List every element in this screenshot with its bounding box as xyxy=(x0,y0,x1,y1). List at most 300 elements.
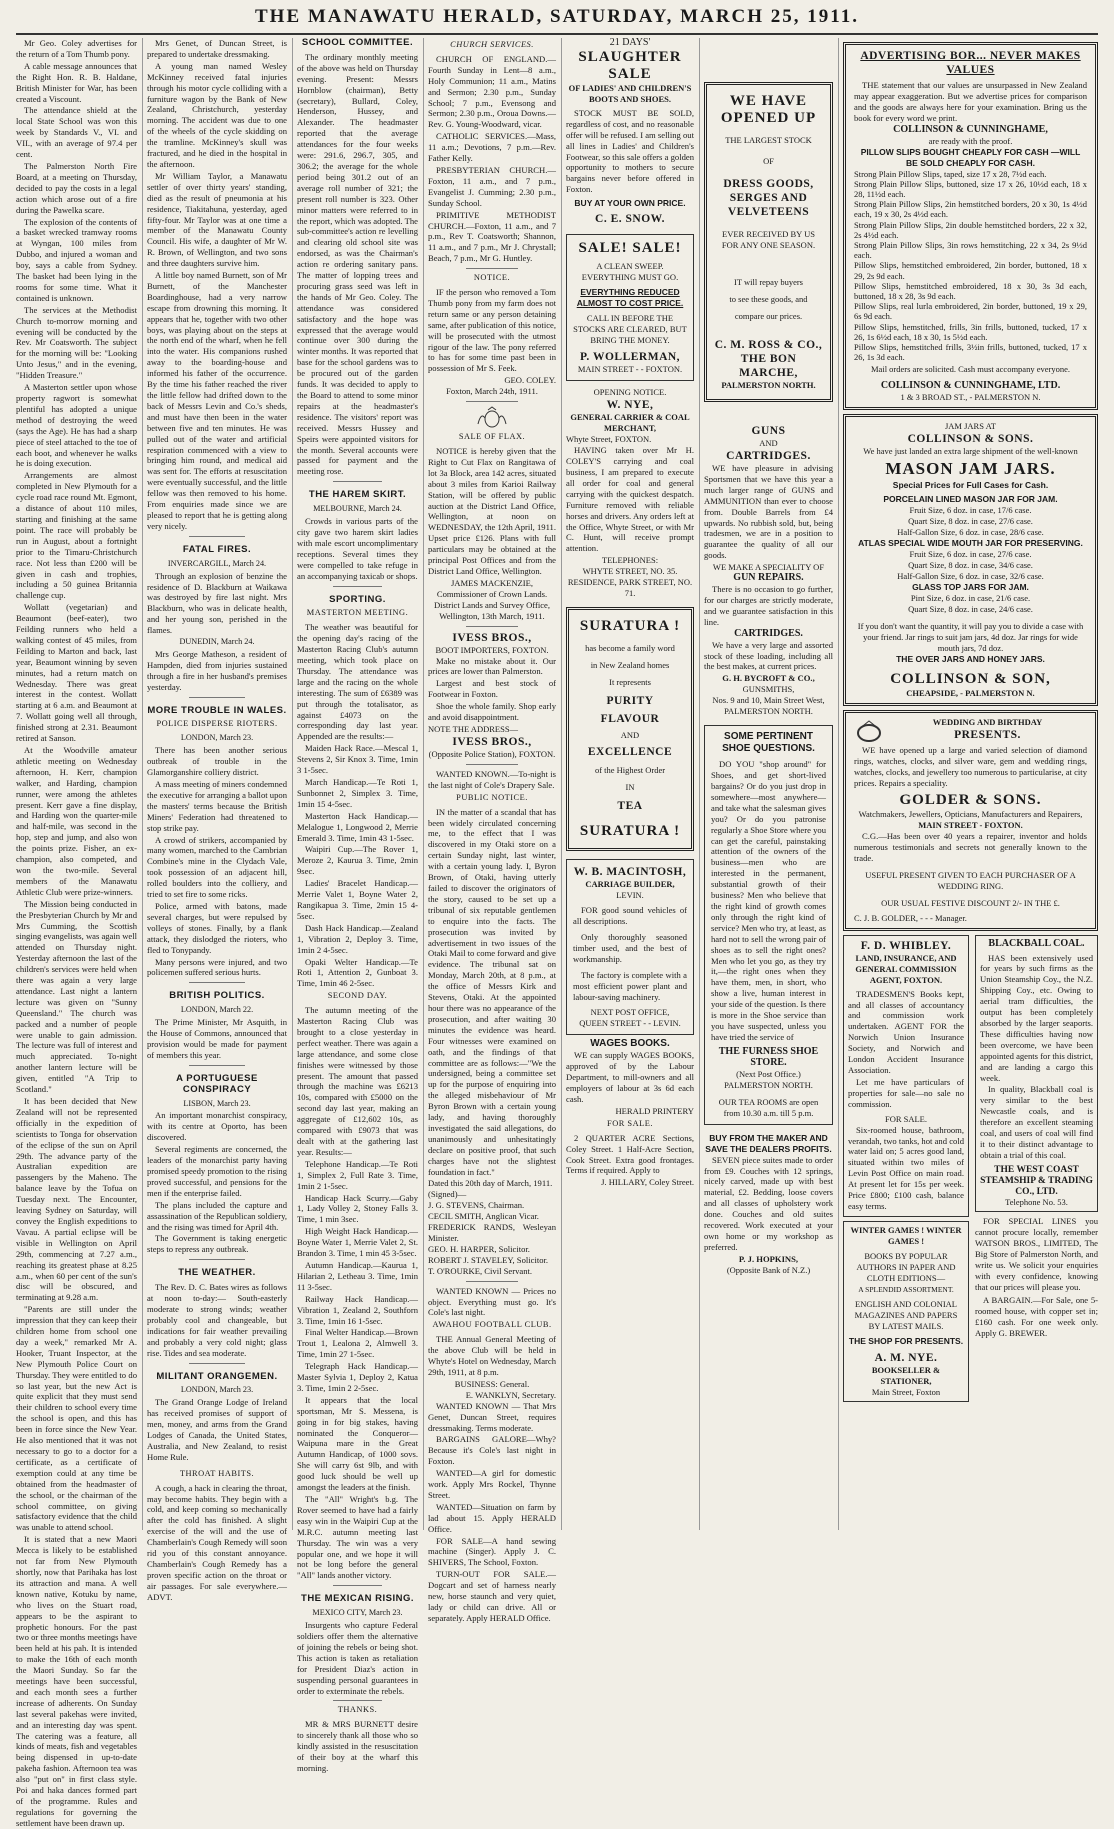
column-divider xyxy=(561,38,562,1530)
news-paragraph: The explosion of the contents of a basket wrecked tramway rooms at Wyngan, 100 miles from Dubbo, and injured a woman and boy, says a cable from Sydney. The basket had been lying in the rooms for some time. What it contained is unknown. xyxy=(16,216,137,303)
divider xyxy=(333,1700,381,1701)
bottom-ads-right xyxy=(975,935,1098,1402)
news-paragraph: The autumn meeting of the Masterton Racing Club was brought to a close yesterday in perfect weather. There was again a large attendance, and some close finishes were witnessed by those present. The amount that passed through the machine was £6213 10s, compared with £5000 on the second day last year, making an aggregate of £12,602 10s, as compared with £9073 that was dealt with at the gathering last year. Results:— xyxy=(297,1005,418,1157)
divider xyxy=(466,1281,517,1282)
advertiser-name: A. M. NYE. xyxy=(874,1351,938,1364)
ad-line: AND xyxy=(759,438,778,448)
ad-paragraph: In quality, Blackball coal is very similar to the best Newcastle coals, and is therefore an excellent steaming coal, and users of coal will find it to their distinct advantage to obtain a trial of this coal. xyxy=(980,1084,1093,1160)
ad-title: OPENED UP xyxy=(720,110,817,126)
ad-line: CALL IN BEFORE THE STOCKS ARE CLEARED, BUT xyxy=(573,313,687,335)
news-paragraph: Mr William Taylor, a Manawatu settler of over thirty years' standing, died as the result of pneumonia at his residence, Tiakitahuna, yesterday, aged fifty-four. Mr Taylor was at one time a member of the Manawatu County Council. His wife, a daughter of Mr W. R. Brown, of Wellington, and two sons and three daughters survive him. xyxy=(147,170,287,269)
ad-line: VELVETEENS xyxy=(727,206,810,218)
price-item: Pillow Slips, hemstitched embroidered, 18 x 30, 3s 3d each, buttoned, 18 x 28, 3s 9d each. xyxy=(854,280,1087,301)
subheadline: POLICE DISPERSE RIOTERS. xyxy=(156,719,278,729)
race-result: Maiden Hack Race.—Mescal 1, Stevens 2, Sir Knox 3. Time, 1min 3 1-5sec. xyxy=(297,743,418,776)
divider xyxy=(189,536,245,537)
news-paragraph: Many persons were injured, and two policemen suffered serious hurts. xyxy=(147,956,287,978)
ad-line: TEA xyxy=(617,800,643,813)
race-result: Final Welter Handicap.—Brown Trout 1, Lealona 2, Almwell 3. Time, 1min 27 1-5sec. xyxy=(297,1327,418,1360)
ad-subtitle: GENERAL CARRIER & COAL MERCHANT, xyxy=(570,412,690,434)
price-item: Half-Gallon Size, 6 doz. in case, 28/6 case. xyxy=(897,527,1044,538)
ad-kicker: 21 DAYS' xyxy=(609,37,651,48)
ad-title: ADVERTISING BOR... NEVER MAKES VALUES xyxy=(860,50,1081,76)
ad-collinson-sons xyxy=(843,414,1098,706)
ad-title-wages: WAGES BOOKS. xyxy=(590,1038,670,1050)
news-paragraph: Insurgents who capture Federal soldiers offer them the alternative of joining the rebels or being shot. This action is taken as retaliation for President Diaz's action in suspending personal guarantees in order to exterminate the rebels. xyxy=(297,1620,418,1696)
advertiser-sub: BOOT IMPORTERS, FOXTON. xyxy=(435,644,549,655)
newspaper-title: THE MANAWATU HERALD, SATURDAY, MARCH 25, 1911. xyxy=(255,6,859,27)
headline-fatal-fires: FATAL FIRES. xyxy=(182,543,252,555)
divider xyxy=(189,982,245,983)
advertiser-name: IVESS BROS., xyxy=(452,631,532,644)
ad-callout: BUY AT YOUR OWN PRICE. xyxy=(574,198,686,209)
ad-paragraph: WE have opened up a large and varied selection of diamond rings, watches, clocks, and silver ware, gem and wedding rings, watches, clocks, and jewellery too numerous to particularise, at city prices. Repairs a speciality. xyxy=(854,745,1087,789)
divider xyxy=(333,586,381,587)
ad-subtitle: OF LADIES' AND CHILDREN'S BOOTS AND SHOES. xyxy=(568,82,692,104)
headline-mexico: THE MEXICAN RISING. xyxy=(301,1593,414,1605)
subheadline: CHURCH SERVICES. xyxy=(450,40,534,49)
dateline: INVERCARGILL, March 24. xyxy=(167,558,267,568)
ad-paragraph: TRADESMEN'S Books kept, and all classes of accountancy and commission work undertaken. AGENT FOR the Norwich Union Insurance Society, and Norwich and London Accident Insurance Association. xyxy=(848,988,964,1075)
ad-line: to see these goods, and xyxy=(729,294,808,304)
dateline: LONDON, March 23. xyxy=(180,1385,254,1395)
ad-line: EVERYTHING MUST GO. xyxy=(581,272,679,283)
dateline: Foxton, March 24th, 1911. xyxy=(446,386,538,397)
news-paragraph: A cable message announces that the Right Hon. R. B. Haldane, British Minister for War, has been created a Viscount. xyxy=(16,60,137,104)
subheadline: SECOND DAY. xyxy=(327,991,388,1001)
classified-ad: WANTED KNOWN — That Mrs Genet, Duncan Street, requires dressmaking. Terms moderate. xyxy=(428,1400,556,1433)
advertiser-address: PALMERSTON NORTH. xyxy=(721,380,816,390)
race-result: Ladies' Bracelet Handicap.—Merrie Valet 1, Boyne Water 2, Rangikapua 3. Time, 2min 15 4-5sec. xyxy=(297,878,418,921)
ad-line: DRESS GOODS, xyxy=(723,178,814,190)
signature: HERALD PRINTERY xyxy=(615,1105,694,1116)
ad-title: BLACKBALL COAL. xyxy=(988,937,1085,949)
news-paragraph: The "All" Wright's b.g. The Rover seemed to have had a fairly easy win in the Waipiri Cup at the M.R.C. autumn meeting last Thursday. The win was a very popular one, and we hope it will not be long before the general "All" lands another victory. xyxy=(297,1494,418,1581)
ad-line: SERGES AND xyxy=(729,192,808,204)
dateline: LISBON, March 23. xyxy=(183,1098,251,1108)
headline-orangemen: MILITANT ORANGEMEN. xyxy=(156,1370,278,1382)
notice-paragraph: THE Annual General Meeting of the above Club will be held in Whyte's Hotel on Wednesday, March 29th, 1911, at 8 p.m. xyxy=(428,1334,556,1377)
ad-title: PRESENTS. xyxy=(954,729,1021,742)
ring-icon xyxy=(854,719,884,743)
ad-line: EVER RECEIVED BY US xyxy=(722,229,815,239)
column-5 xyxy=(566,38,694,1530)
signature: GEO. COLEY. xyxy=(504,375,556,386)
signed-label: (Signed)— xyxy=(428,1189,467,1200)
advertiser-name: THE FURNESS SHOE STORE. xyxy=(718,1045,819,1068)
ad-paragraph: Only thoroughly seasoned timber used, and the best of workmanship. xyxy=(573,932,687,964)
race-result: Waipiri Cup.—The Rover 1, Meroze 2, Kaurua 3. Time, 2min 9sec. xyxy=(297,844,418,877)
ad-bycroft xyxy=(704,424,833,463)
headline-sporting: SPORTING. xyxy=(329,593,386,605)
dateline: DUNEDIN, March 24. xyxy=(179,637,255,647)
ad-subtitle: GUN REPAIRS. xyxy=(733,572,804,584)
race-result: Autumn Handicap.—Kaurua 1, Hilarian 2, Letheau 3. Time, 1min 11 3-5sec. xyxy=(297,1259,418,1292)
ad-line: USEFUL PRESENT GIVEN TO EACH PURCHASER OF A WEDDING RING. xyxy=(865,869,1076,891)
divider xyxy=(333,481,381,482)
ad-line: of the Highest Order xyxy=(594,765,666,776)
headline-school: SCHOOL COMMITTEE. xyxy=(301,37,414,48)
ad-line: TELEPHONES: xyxy=(601,555,659,566)
news-paragraph: The Government is taking energetic steps to repress any outbreak. xyxy=(147,1233,287,1255)
ad-line: Watchmakers, Jewellers, Opticians, Manufacturers and Repairers, xyxy=(858,808,1083,819)
news-paragraph: The plans included the capture and assassination of the Republican soldiery, and the rising was timed for April 4th. xyxy=(147,1199,287,1232)
news-paragraph: Mr Geo. Coley advertises for the return of a Tom Thumb pony. xyxy=(16,38,137,59)
advertiser-address: (Opposite Police Station), FOXTON. xyxy=(428,748,556,759)
advertiser-name: COLLINSON & CUNNINGHAME, LTD. xyxy=(880,380,1061,392)
news-paragraph: A little boy named Burnett, son of Mr Burnett, of the Manchester Boardinghouse, had a very narrow escape from drowning this morning. It appears that he, together with two other boys, was playing about on the steps at the north end of the wharf, when he fell into the water. His companions rushed away to the boarding-house and informed his father of the occurrence. By the time his father reached the river the little fellow had drifted down to the back of Messrs Levin and Co.'s sheds, and must have then been in the water between five and ten minutes. He was pulled out of the water and artificial respiration commenced with a view to bringing him round, and medical aid was sent for. The efforts at resuscitation were eventually successful, and the little fellow was then removed to his home. From enquiries made since we are pleased to report that he is getting along very nicely. xyxy=(147,270,287,531)
classified-ad: FOR SALE—A hand sewing machine (Singer). Apply J. C. SHIVERS, The School, Foxton. xyxy=(428,1535,556,1568)
ad-title: CARTRIDGES. xyxy=(726,450,811,462)
subheadline: FOR SALE. xyxy=(607,1118,653,1128)
news-paragraph: The Prime Minister, Mr Asquith, in the House of Commons, announced that provision would be made for payment of members this year. xyxy=(147,1017,287,1060)
ad-title-suratura: SURATURA ! xyxy=(579,618,681,635)
race-result: Railway Hack Handicap.—Vibration 1, Zealand 2, Southforn 3. Time, 1min 16 1-5sec. xyxy=(297,1293,418,1326)
divider xyxy=(189,1363,245,1364)
price-item: Strong Plain Pillow Slips, 3in rows hemstitching, 22 x 34, 2s 9½d each. xyxy=(854,239,1087,261)
ad-line: has become a family word xyxy=(585,643,675,654)
signature: T. O'ROURKE, Civil Servant. xyxy=(428,1265,533,1276)
ad-note: NOTE THE ADDRESS— xyxy=(428,723,519,734)
ad-subtitle: THE SHOP FOR PRESENTS. xyxy=(848,1335,964,1346)
advertiser-address: Whyte Street, FOXTON. xyxy=(566,434,652,445)
ad-title: GUNS xyxy=(751,425,786,437)
notice-business: BUSINESS: General. xyxy=(454,1378,530,1389)
ad-line: PURITY xyxy=(606,695,654,708)
notice-paragraph: NOTICE is hereby given that the Right to Cut Flax on Rangitawa of lot 3a Block, area 142 acres, situated about 3 miles from Karioi Railway Station, will be offered by public auction at the District Land Office, Wellington, at noon on WEDNESDAY, the 12th April, 1911. Upset price £126. Plans with full particulars may be obtained at the principal Post Offices and from the District Land Office, Wellington. xyxy=(428,446,556,576)
ad-title-sale: SALE! SALE! xyxy=(578,240,682,257)
news-paragraph: "Parents are still under the impression that they can keep their children home from school one day a week," remarked Mr A. Hooker, Truant Inspector, at the New Plymouth Police Court on Thursday. They were entitled to do so last year, but the new Act is quite explicit that they must send their children to school every time the school is open, and this has been in force since the New Year. He also mentioned that it was not necessary to go to a doctor for a certificate, as a certificate of exemption could at any time be obtained from the headmaster of the school, or the chairman of the school committee, on giving satisfactory evidence that the child was unable to attend school. xyxy=(16,1304,137,1533)
ad-line: Telephone No. 53. xyxy=(1005,1197,1068,1208)
ad-subtitle: CARRIAGE BUILDER, xyxy=(585,879,675,890)
news-paragraph: It has been decided that New Zealand will not be represented officially in the expedition of scientists to Tonga for observation of the eclipse of the sun on April 29th. The advance party of the Australian expedition are passengers by the Maheno. The balance leave by the Tofua on Tuesday next. The Encounter, leaving Sydney on Saturday, will convey the English expeditions to Vavau. A partial eclipse will be visible in Wellington on April 29th, commencing at 7.27 a.m., reaching its greatest phase at 8.25 a.m., when 60 per cent of the sun's disc will be obscured, and terminating at 9.28 a.m. xyxy=(16,1096,137,1303)
subheadline: NOTICE. xyxy=(473,273,511,283)
race-result: Opaki Welter Handicap.—Te Roti 1, Attention 2, Gunboat 3. Time, 1min 46 2-5sec. xyxy=(297,956,418,989)
divider xyxy=(189,1065,245,1066)
subheadline: THROAT HABITS. xyxy=(179,1468,255,1478)
price-item: Strong Plain Pillow Slips, 2in double hemstitched borders, 22 x 32, 2s 4½d each. xyxy=(854,219,1087,240)
classified-ad: WANTED—A girl for domestic work. Apply Mrs Rockel, Thynne Street. xyxy=(428,1468,556,1500)
signature: J. HILLARY, Coley Street. xyxy=(601,1177,694,1188)
notice-paragraph: CHURCH OF ENGLAND.—Fourth Sunday in Lent—8 a.m., Holy Communion; 11 a.m., Matins and Sermon; 2.30 p.m., Sunday School; 7 p.m., Evensong and Sermon; 2.30 p.m., Oroua Downs.—Rev. G. Young-Woodward, vicar. xyxy=(428,53,556,130)
notice-paragraph: PRIMITIVE METHODIST CHURCH.—Foxton, 11 a.m., and 7 p.m., Rev T. Coatsworth; Shannon, 11 a.m., and 7 p.m., Mr J. Chrystall; Beach, 7 p.m., Mr G. Huntley. xyxy=(428,209,556,264)
ad-paragraph: We have a very large and assorted stock of these loading, including all the best makes, at current prices. xyxy=(704,639,833,672)
divider xyxy=(466,401,517,402)
ad-wollerman xyxy=(566,234,694,381)
advertiser-address: Nos. 9 and 10, Main Street West, xyxy=(712,695,825,706)
race-result: Handicap Hack Scurry.—Gaby 1, Lady Volley 2, Stoney Falls 3. Time, 1 min 3sec. xyxy=(297,1192,418,1225)
signature: C. J. B. GOLDER, - - - Manager. xyxy=(854,912,967,923)
ad-subtitle: PILLOW SLIPS BOUGHT CHEAPLY FOR CASH —WILL BE SOLD CHEAPLY FOR CASH. xyxy=(860,146,1081,168)
headline-portugal: A PORTUGUESE CONSPIRACY xyxy=(176,1072,258,1095)
ad-line: A CLEAN SWEEP. xyxy=(596,261,664,272)
advertiser-name: P. J. HOPKINS, xyxy=(738,1253,799,1264)
price-item: Fruit Size, 6 doz. in case, 17/6 case. xyxy=(909,505,1032,516)
ad-title: WINTER GAMES ! WINTER GAMES ! xyxy=(850,1224,962,1246)
news-paragraph: A young man named Wesley McKinney received fatal injuries through his motor cycle colliding with a furniture wagon by the Bank of New Zealand, Christchurch, yesterday morning. The accident was due to one of the wheels of the cycle skidding on the tramline. McKinney's skull was fractured, and he died in the hospital in the afternoon. xyxy=(147,60,287,169)
news-paragraph: There has been another serious outbreak of trouble in the Glamorganshire colliery district. xyxy=(147,745,287,778)
signature: CECIL SMITH, Anglican Vicar. xyxy=(428,1211,539,1222)
headline-weather: THE WEATHER. xyxy=(178,1267,256,1279)
dateline: MELBOURNE, March 24. xyxy=(313,504,402,514)
ad-paragraph: DO YOU "shop around" for Shoes, and get short-lived bargains? Or do you just drop in somewhere—most anywhere—and take what the salesman gives you? Or do you patronise regularly a Shoe Store where you can get the careful, painstaking attention of the owners of the business—men who are interested in the permanent, substantial growth of their business? Men who believe that the right kind of growth comes only through the right kind of service? Men who try, at least, as hard not to sell the wrong pair of shoes as to sell the right ones? Men who let you go, as they try it,—the right ones when they have them, men, in short, who show a live, human interest in your side of the question. Is there is more in the Shoe service than you have suspected, unless you have tried the service of xyxy=(711,759,826,1042)
notice-paragraph: IN the matter of a scandal that has been widely circulated concerning me, to the effect that I was discovered in my Otaki store on a certain Sunday night, last winter, with a certain young lady. I, Byron Brown, of Otaki, having utterly failed to discover the originators of the story, caused to be set up a tribunal of six reputable gentlemen to enquire into the facts. The prosecution was invited by advertisement in two issues of the Otaki Mail to come forward and give evidence. The tribunal sat on Monday, March 20th, at 8 p.m., at the office of Messrs Kirk and Stevens, Otaki. At the appointed hour there was no appearance of the prosecution, and after waiting 30 minutes the evidence was heard. Four witnesses were examined on oath, and the findings of that committee are as follows:—"We the undersigned, being a committee set up for the purpose of enquiring into the alleged misbehaviour of Mr Byron Brown with a certain young lady, and having thoroughly investigated the said allegations, do unanimously and unhesitatingly declare on positive proof, that such charges have not the slightest foundation in fact." xyxy=(428,806,556,1177)
column-divider xyxy=(838,38,839,1530)
ad-subtitle: PORCELAIN LINED MASON JAR FOR JAM. xyxy=(883,494,1058,505)
advertiser-name: W. NYE, xyxy=(606,399,654,412)
signature: ROBERT J. STAVELEY, Solicitor. xyxy=(428,1254,549,1265)
ad-line: WEDDING AND BIRTHDAY xyxy=(932,717,1043,728)
advertiser-address: CHEAPSIDE, - PALMERSTON N. xyxy=(906,688,1035,699)
ad-line: We have just landed an extra large shipment of the well-known xyxy=(863,446,1078,457)
divider xyxy=(466,764,517,765)
news-paragraph: A mass meeting of miners condemned the executive for arranging a ballot upon the masters' terms because the British Miners' Federation had threatened to stop strike pay. xyxy=(147,779,287,833)
ad-line: (Next Post Office.) xyxy=(736,1068,801,1079)
divider xyxy=(189,697,245,698)
ad-line: A SPLENDID ASSORTMENT. xyxy=(858,1284,954,1294)
column-2 xyxy=(147,38,287,1602)
price-item: Strong Plain Pillow Slips, buttoned, size 17 x 26, 10½d each, 18 x 28, 11½d each. xyxy=(854,178,1087,199)
news-paragraph: The Grand Orange Lodge of Ireland has received promises of support of men, money, and arms from the Grand Lodges of Canada, the United States, Australia, and New Zealand, to resist Home Rule. xyxy=(147,1397,287,1462)
ad-title: WE HAVE xyxy=(729,93,808,109)
column-1 xyxy=(16,38,138,1828)
ad-line: WHYTE STREET, NO. 35. xyxy=(582,566,678,577)
news-paragraph: At the Woodville amateur athletic meeting on Wednesday afternoon, H. Kerr, champion walker, and Harding, champion runner, were among the athletes present. Kerr gave a fine display, and Harding won the quarter-mile and half-mile, was second in the hop, step and jump, and also won the points prize. Fisher, an ex-champion, also competed, and won the two-mile. Several members of the Manawatu Athletic Club were prize-winners. xyxy=(16,745,137,897)
ad-paragraph: WE can supply WAGES BOOKS, approved of by the Labour Department, to mill-owners and all employers of labour at 3s 6d each cash. xyxy=(566,1050,694,1104)
notice-paragraph: IF the person who removed a Tom Thumb pony from my farm does not return same or any person detaining same, after publication of this notice, will be prosecuted with the utmost rigour of the law. The pony referred to has for some time past been in possession of Mr S. Feek. xyxy=(428,287,556,374)
news-paragraph: The services at the Methodist Church to-morrow morning and evening will be conducted by the Rev. Mr Coatsworth. The subject for the morning will be: "Looking Unto Jesus," and in the evening, "Hidden Treasure." xyxy=(16,304,137,381)
news-paragraph: MR & MRS BURNETT desire to sincerely thank all those who so kindly assisted in the resuscitation of their boy at the wharf this morning. xyxy=(297,1719,418,1773)
signature: E. WANKLYN, Secretary. xyxy=(465,1389,556,1400)
signature: J. G. STEVENS, Chairman. xyxy=(428,1200,525,1211)
ad-paragraph: STOCK MUST BE SOLD, regardless of cost, and no reasonable offer will be refused. I am selling out all lines in Ladies' and Children's Footwear, so this sale offers a golden opportunity to mothers to secure bargains never before offered in Foxton. xyxy=(566,107,694,195)
column-divider xyxy=(423,38,424,1530)
news-paragraph: The attendance shield at the local State School was won this week by Standards V., VI. and VII., with an average of 97.4 per cent. xyxy=(16,105,137,160)
news-paragraph: It appears that the local sportsman, Mr S. Messena, is going in for big stakes, having nominated the Conqueror—Waipuna mare in the Great Autumn Handicap, of 1000 sovs. She will carry 6st 9lb, and with good luck should be well up amongst the leaders at the finish. xyxy=(297,1394,418,1493)
ad-paragraph: Largest and best stock of Footwear in Foxton. xyxy=(428,678,556,700)
headline-politics: BRITISH POLITICS. xyxy=(169,990,265,1002)
ad-paragraph: If you don't want the quantity, it will pay you to divide a case with your friend. Jar rings to suit jam jars, 4d doz. Jar rings for wide mouth jars, 7d doz. xyxy=(857,621,1084,654)
ad-title-mason-jars: MASON JAM JARS. xyxy=(885,459,1056,479)
signature: JAMES MACKENZIE, Commissioner of Crown Lands. xyxy=(436,577,548,599)
column-divider xyxy=(292,38,293,1530)
signature: GEO. H. HARPER, Solicitor. xyxy=(428,1243,530,1254)
ad-line: LEVIN. xyxy=(616,890,644,901)
news-paragraph: The Rev. D. C. Bates wires as follows at noon to-day:— South-easterly moderate to strong winds; weather probably cool and changeable, but indications for fair weather prevailing and probably a very cold night; glass rise. Tides and sea moderate. xyxy=(147,1282,287,1358)
ad-line: IN xyxy=(625,782,635,793)
news-paragraph: An important monarchist conspiracy, with its centre at Oporto, has been discovered. xyxy=(147,1110,287,1143)
dateline: District Lands and Survey Office, Wellington, 13th March, 1911. xyxy=(433,599,551,621)
ad-paragraph: HAVING taken over Mr H. COLEY'S carrying and coal business, I am prepared to execute all order for coal and general carrying with the quickest despatch. Furniture removed with reliable horses and drivers. Any orders left at the Office, Whyte Street, or with Mr C. Hunt, will receive prompt attention. xyxy=(566,445,694,554)
price-item: Pillow Slips, hemstitched, frills, 3in frills, buttoned, tucked, 17 x 26, 1s 6½d each, 18 x 30, 1s 5½d each. xyxy=(854,321,1087,342)
classified-ad: FOR SPECIAL LINES you cannot procure locally, remember WATSON BROS., LIMITED, The Big Store of Palmerston North, and write us. We solicit your enquiries with every confidence, knowing that our prices will please you. xyxy=(975,1216,1098,1292)
price-item: Pillow Slips, hemstitched frills, 3½in frills, buttoned, tucked, 17 x 26, 1s 3d each. xyxy=(854,341,1087,363)
race-result: Masterton Hack Handicap.—Melalogue 1, Longwood 2, Merrie Emerald 3. Time, 1min 43 1-5sec. xyxy=(297,810,418,843)
bottom-ads-left xyxy=(843,935,969,1402)
column-divider xyxy=(699,38,700,1530)
ad-line: OUR USUAL FESTIVE DISCOUNT 2/- IN THE £. xyxy=(881,897,1060,908)
advertiser-name: IVESS BROS., xyxy=(452,735,532,748)
ad-line: GUNSMITHS, xyxy=(742,684,795,695)
advertiser-address: PALMERSTON NORTH. xyxy=(724,1079,813,1090)
price-item: Pint Size, 6 doz. in case, 21/6 case. xyxy=(910,593,1031,604)
advertiser-address: Main Street, Foxton xyxy=(871,1386,941,1397)
advertiser-name: COLLINSON & SONS. xyxy=(907,433,1034,446)
ad-furness xyxy=(704,725,833,1124)
ad-paragraph: SEVEN piece suites made to order from £9. Couches with 12 springs, nicely carved, made up with best material, £2. Bedding, loose covers and all classes of upholstery work done. Couches and old suites recovered. Work executed at your own home or my workshop as preferred. xyxy=(704,1154,833,1252)
race-result: Dash Hack Handicap.—Zealand 1, Vibration 2, Deploy 3. Time, 1min 2 4-5sec. xyxy=(297,922,418,955)
notice-paragraph: PRESBYTERIAN CHURCH.—Foxton, 11 a.m., and 7 p.m., Evangelist J. Cumming; 2.30 p.m., Sunday School. xyxy=(428,164,556,208)
ad-subtitle: LAND, INSURANCE, AND GENERAL COMMISSION AGENT, FOXTON. xyxy=(855,952,957,985)
ad-subtitle: FOR SALE. xyxy=(884,1113,928,1124)
ad-title: BUY FROM THE MAKER AND SAVE THE DEALERS PROFITS. xyxy=(705,1132,832,1154)
ad-line: BOOKS BY POPULAR AUTHORS IN PAPER AND CLOTH EDITIONS— xyxy=(856,1250,956,1283)
ad-golder xyxy=(843,710,1098,930)
advertiser-name: THE BON MARCHE, xyxy=(739,353,798,379)
ad-line: RESIDENCE, PARK STREET, NO. 71. xyxy=(567,577,693,599)
dateline: MEXICO CITY, March 23. xyxy=(312,1608,403,1618)
race-result: Telephone Handicap.—Te Roti 1, Simplex 2, Full Rate 3. Time, 1min 2 1-5sec. xyxy=(297,1158,418,1191)
news-paragraph: A crowd of strikers, accompanied by many women, marched to the Cambrian Combine's mine in the Clydach Vale, took possession of an adjacent hill, rolled boulders into the colliery, and tried to set fire to some ricks. xyxy=(147,834,287,900)
price-item: Quart Size, 8 doz. in case, 24/6 case. xyxy=(908,604,1033,615)
price-item: Strong Plain Pillow Slips, 2in hemstitched borders, 20 x 30, 1s 4½d each, 19 x 30, 2s 4½d each. xyxy=(854,199,1087,220)
divider xyxy=(189,1259,245,1260)
divider xyxy=(466,626,517,627)
news-paragraph: Several regiments are concerned, the leaders of the monarchist party having promised speedy promotion to the rising proved successful, and pensions for the men if the enterprise failed. xyxy=(147,1144,287,1198)
ad-paragraph: The factory is complete with a most efficient power plant and labour-saving machinery. xyxy=(573,969,687,1002)
column-divider xyxy=(142,38,143,1530)
ad-paragraph: Make no mistake about it. Our prices are lower than Palmerston. xyxy=(428,655,556,677)
ad-paragraph: Let me have particulars of properties for sale—no sale no commission. xyxy=(848,1076,964,1109)
ad-macintosh xyxy=(566,859,694,1035)
ad-line: are ready with the proof. xyxy=(928,135,1013,146)
price-item: Quart Size, 8 doz. in case, 27/6 case. xyxy=(908,516,1033,527)
ad-title-suratura: SURATURA ! xyxy=(579,823,681,840)
ad-title: SOME PERTINENT SHOE QUESTIONS. xyxy=(722,731,815,755)
headline-wales: MORE TROUBLE IN WALES. xyxy=(147,704,287,716)
ad-line: Mail orders are solicited. Cash must accompany everyone. xyxy=(871,364,1070,375)
advertiser-address: QUEEN STREET - - LEVIN. xyxy=(579,1018,681,1029)
price-item: Quart Size, 8 doz. in case, 34/6 case. xyxy=(908,560,1033,571)
ad-line: in New Zealand homes xyxy=(590,660,670,671)
dateline: LONDON, March 22. xyxy=(180,1005,254,1015)
classified-ad: WANTED KNOWN.—To-night is the last night of Cole's Drapery Sale. xyxy=(428,768,556,790)
news-paragraph: Arrangements are almost completed in New Plymouth for a cycle road race round Mt. Egmont, a distance of about 110 miles, starting and finishing at the same point. The race will probably be run in August, about a fortnight prior to the Timaru-Christchurch race. Not less than £200 will be given in cash and trophies, including a 50 guinea Britannia challenge cup. xyxy=(16,470,137,601)
ad-paragraph: Six-roomed house, bathroom, verandah, two tanks, hot and cold water laid on; 5 acres good land, situated within two miles of Levin Post Office on main road. At present let for 15s per week. Price £800; £100 cash, balance easy terms. xyxy=(848,1124,964,1211)
advertiser-address: MAIN STREET - FOXTON. xyxy=(918,819,1023,830)
ad-line: NEXT POST OFFICE, xyxy=(590,1007,670,1018)
subheadline: MASTERTON MEETING. xyxy=(306,608,409,618)
advertiser-address: PALMERSTON NORTH. xyxy=(724,706,813,717)
ad-suratura xyxy=(566,607,694,851)
ad-collinson-cunninghame xyxy=(843,42,1098,410)
ad-paragraph: HAS been extensively used for years by such firms as the Union Steamship Coy., the N.Z. Shipping Coy., etc. Owing to aerial tram difficulties, the output has been completely absorbed by the larger seaports. These difficulties having now been overcome, we have been appointed agents for this district, and are landing a cargo this week. xyxy=(980,952,1093,1083)
masthead-rule xyxy=(16,33,1098,35)
dateline: Dated this 20th day of March, 1911. xyxy=(428,1178,553,1189)
ad-line: ENGLISH AND COLONIAL MAGAZINES AND PAPERS BY LATEST MAILS. xyxy=(854,1298,958,1331)
news-paragraph: Wollatt (vegetarian) and Beaumont (beef-eater), two Feilding runners who held a walking contest of 45 miles, from Feilding to Marton and back, last year, Beaumont winning by seven minutes, had a return match on Wednesday. There was great interest in the contest. Wollatt starting at 6 a.m. and Beaumont at 7. Wollatt going well all through, finished strong at 2.31. Beaumont retired at Sanson. xyxy=(16,602,137,744)
advertiser-address: (Opposite Bank of N.Z.) xyxy=(726,1264,811,1275)
news-paragraph: A Masterton settler upon whose property ragwort is somewhat plentiful has adopted a unique method of destroying the weed (says the Age). He has had a sharp piece of steel attached to the toe of each boot, and whenever he walks he is doing execution. xyxy=(16,382,137,469)
ad-line: AND xyxy=(620,730,640,741)
classified-ad: TURN-OUT FOR SALE.—Dogcart and set of harness nearly new, horse staunch and very quiet, lady or child can drive. All or separately. Apply HERALD Office. xyxy=(428,1569,556,1623)
ad-subtitle: THE OVER JARS AND HONEY JARS. xyxy=(896,654,1045,665)
price-item: Fruit Size, 6 doz. in case, 27/6 case. xyxy=(909,549,1032,560)
race-result: March Handicap.—Te Roti 1, Sunbonnet 2, Simplex 3. Time, 1min 15 4-5sec. xyxy=(297,777,418,809)
notice-paragraph: CATHOLIC SERVICES.—Mass, 11 a.m.; Devotions, 7 p.m.—Rev. Father Kelly. xyxy=(428,131,556,164)
news-paragraph: Mrs George Matheson, a resident of Hampden, died from injuries sustained through a fire in her husband's premises yesterday. xyxy=(147,648,287,692)
advertiser-name: COLLINSON & CUNNINGHAME, xyxy=(893,123,1048,135)
advertiser-address: MAIN STREET - - FOXTON. xyxy=(577,364,683,375)
column-6 xyxy=(704,38,833,1530)
ad-line: compare our prices. xyxy=(734,311,803,321)
advertiser-name: C. M. ROSS & CO., xyxy=(714,339,823,351)
price-item: Strong Plain Pillow Slips, taped, size 17 x 28, 7½d each. xyxy=(854,168,1047,179)
ad-line: WE MAKE A SPECIALITY OF xyxy=(712,562,825,573)
divider xyxy=(466,268,517,269)
ad-line: JAM JARS AT xyxy=(944,421,997,432)
ad-callout: EVERYTHING REDUCED ALMOST TO COST PRICE. xyxy=(576,287,684,309)
classified-ad: A BARGAIN.—For Sale, one 5-roomed house, with copper set in; £160 cash. For one week only. Apply G. BREWER. xyxy=(975,1294,1098,1338)
ad-line: BRING THE MONEY. xyxy=(590,335,670,346)
ad-subtitle: CARTRIDGES. xyxy=(734,627,803,639)
advertiser-name: C. E. SNOW. xyxy=(595,213,665,226)
race-result: High Weight Hack Handicap.—Boyne Water 1, Merrie Valet 2, St. Brandon 3. Time, 1 min 45 3-5sec. xyxy=(297,1226,418,1259)
ad-subtitle: GLASS TOP JARS FOR JAM. xyxy=(912,582,1029,593)
ad-paragraph: Shoe the whole family. Shop early and avoid disappointment. xyxy=(428,701,556,723)
ad-subtitle: BOOKSELLER & STATIONER, xyxy=(871,1364,941,1386)
advertiser-name: GOLDER & SONS. xyxy=(899,791,1042,808)
news-paragraph: The Mission being conducted in the Presbyterian Church by Mr and Mrs Cumming, the Scottish singing evangelists, was again well attended on Thursday night. Yesterday afternoon the last of the children's services were held when there was again a very large attendance. Last night a lantern lecture was given on "Sunny Queensland." The church was packed and a number of people were unable to gain admission. The lecture was full of interest and much appreciated. To-night another lantern lecture will be given, entitled "A Trip to Scotland." xyxy=(16,898,138,1095)
advertiser-name: THE WEST COAST STEAMSHIP & TRADING CO., LTD. xyxy=(980,1164,1093,1197)
ad-line: FOR ANY ONE SEASON. xyxy=(721,240,816,250)
news-paragraph: Crowds in various parts of the city gave two harem skirt ladies with male escort uncomplimentary receptions. Several times they were compelled to take refuge in an accompanying taxicab or shops. xyxy=(297,516,418,581)
subheadline: PUBLIC NOTICE. xyxy=(456,792,528,802)
ad-nye-bookseller xyxy=(843,1221,969,1402)
news-paragraph: Through an explosion of benzine the residence of D. Blackburn at Waikawa was destroyed by fire last night. Mrs Blackburn, who was in delicate health, and her young son, perished in the flames. xyxy=(147,570,287,636)
subheadline: THANKS. xyxy=(337,1705,378,1715)
ad-line: THE LARGEST STOCK xyxy=(725,135,812,145)
signature: FREDERICK RANDS, Wesleyan Minister. xyxy=(428,1222,556,1243)
news-paragraph: A cough, a hack in clearing the throat, may become habits. They begin with a cold, and keep coming so mechanically after the cold has finished. A slight exercise of the will and the use of Chamberlain's Cough Remedy will soon rid you of this constant annoyance. Chamberlain's Cough Remedy has a proven specific action on the throat or air passages. For sale everywhere.—ADVT. xyxy=(147,1482,287,1602)
dateline: LONDON, March 23. xyxy=(180,733,254,743)
column-3 xyxy=(297,37,418,1773)
ad-subtitle: ATLAS SPECIAL WIDE MOUTH JAR FOR PRESERVING. xyxy=(858,538,1083,549)
ad-paragraph: FOR good sound vehicles of all descriptions. xyxy=(573,905,687,927)
ad-ross xyxy=(704,82,833,402)
price-item: Half-Gallon Size, 6 doz. in case, 32/6 case. xyxy=(897,571,1044,582)
ad-paragraph: WE have pleasure in advising Sportsmen that we have this year a much larger range of GUNS and AMMUNITION than ever to choose from. Double Barrels from £4 upwards. No rubbish sold, but, being tradesmen, we are in a position to guarantee the quality of all our goods. xyxy=(704,463,833,561)
ad-paragraph: There is no occasion to go further, for our charges are strictly moderate, and we guarantee satisfaction in this line. xyxy=(704,584,833,627)
ad-kicker: OPENING NOTICE. xyxy=(593,387,667,398)
ad-line: OF xyxy=(763,156,774,166)
price-item: Pillow Slips, real lurla embroidered, 2in border, buttoned, 19 x 29, 6s 9d each. xyxy=(854,301,1087,322)
ad-whibley xyxy=(843,935,969,1217)
classified-ad: BARGAINS GALORE—Why? Because it's Cole's last night in Foxton. xyxy=(428,1434,556,1467)
news-paragraph: The weather was beautiful for the opening day's racing of the Masterton Racing Club's autumn meeting, which took place on Thursday. The attendance was large and the racing on the whole interesting. The sum of £6389 was put through the totalisator, as against £4073 on the corresponding day last year. Appended are the results:— xyxy=(297,622,418,742)
ad-line: It represents xyxy=(609,677,651,688)
ad-paragraph: 2 QUARTER ACRE Sections, Coley Street. 1 Half-Acre Section, Cook Street. Extra good frontages. Terms if required. Apply to xyxy=(566,1132,694,1176)
ad-title-slaughter-sale: SLAUGHTER SALE xyxy=(578,48,682,82)
subheadline: SALE OF FLAX. xyxy=(458,432,526,442)
ad-subtitle: Special Prices for Full Cases for Cash. xyxy=(892,480,1049,491)
ad-line: IT will repay buyers xyxy=(733,277,803,287)
divider xyxy=(333,1585,381,1586)
ad-line: EXCELLENCE xyxy=(587,746,673,759)
coat-of-arms-icon xyxy=(472,406,512,430)
advertiser-name: W. B. MACINTOSH, xyxy=(573,866,687,879)
advertiser-name: COLLINSON & SON, xyxy=(890,671,1051,688)
